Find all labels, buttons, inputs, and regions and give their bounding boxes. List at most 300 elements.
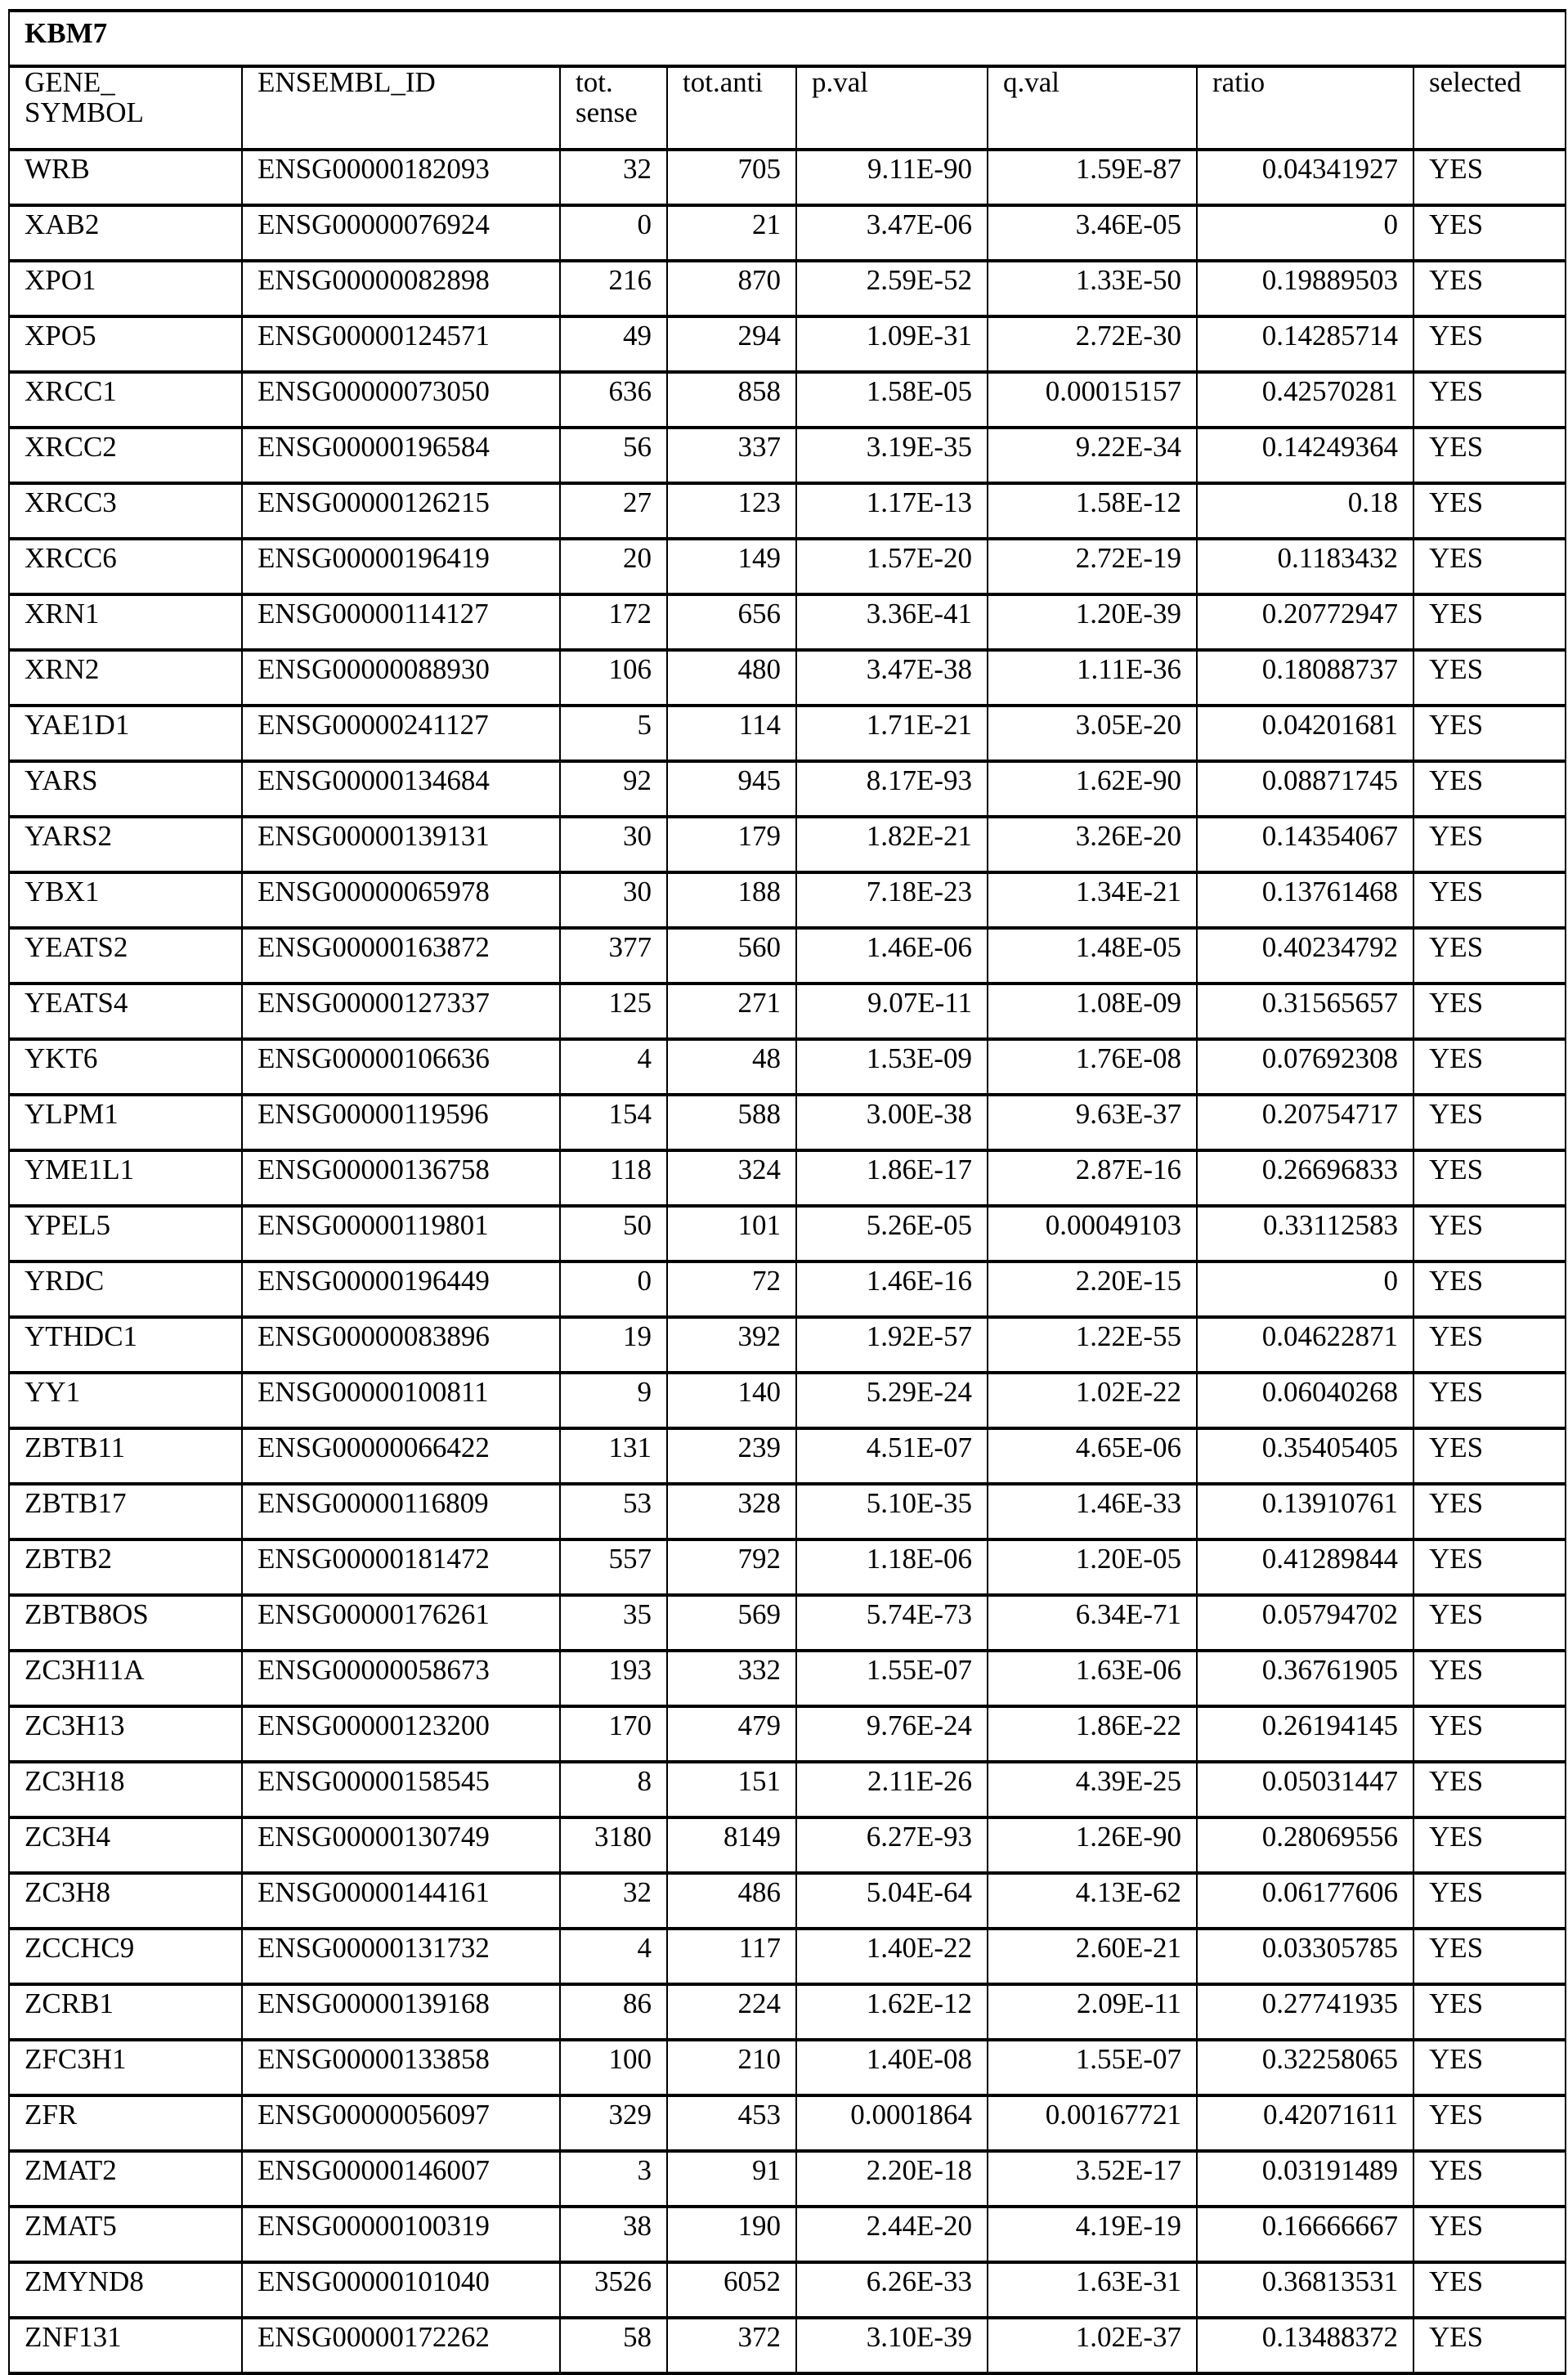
gene-symbol-cell: YARS2 bbox=[9, 817, 242, 872]
tot-anti-cell: 870 bbox=[667, 261, 796, 316]
selected-cell: YES bbox=[1413, 1150, 1566, 1206]
tot-sense-cell: 636 bbox=[560, 372, 667, 428]
gene-symbol-cell: XRN2 bbox=[9, 650, 242, 706]
q-val-cell: 1.62E-90 bbox=[988, 761, 1197, 817]
ratio-cell: 0.18088737 bbox=[1197, 650, 1413, 706]
ensembl-id-cell: ENSG00000056097 bbox=[242, 2095, 560, 2151]
ensembl-id-cell: ENSG00000116809 bbox=[242, 1484, 560, 1539]
tot-sense-cell: 0 bbox=[560, 205, 667, 261]
selected-cell: YES bbox=[1413, 2207, 1566, 2262]
tot-sense-cell: 3526 bbox=[560, 2262, 667, 2318]
ratio-cell: 0 bbox=[1197, 1261, 1413, 1317]
ensembl-id-cell: ENSG00000131732 bbox=[242, 1929, 560, 1984]
ensembl-id-cell: ENSG00000130749 bbox=[242, 1817, 560, 1873]
p-val-cell: 2.59E-52 bbox=[796, 261, 988, 316]
tot-sense-cell: 19 bbox=[560, 1317, 667, 1373]
tot-sense-cell: 5 bbox=[560, 706, 667, 761]
ensembl-id-cell: ENSG00000241127 bbox=[242, 706, 560, 761]
p-val-cell: 2.44E-20 bbox=[796, 2207, 988, 2262]
selected-cell: YES bbox=[1413, 428, 1566, 483]
ratio-cell: 0.16666667 bbox=[1197, 2207, 1413, 2262]
tot-sense-cell: 9 bbox=[560, 1373, 667, 1428]
p-val-cell: 2.20E-18 bbox=[796, 2151, 988, 2207]
col-header-tot-sense bbox=[560, 66, 667, 150]
ratio-cell: 0.13488372 bbox=[1197, 2318, 1413, 2373]
col-header-gene-symbol-line2: SYMBOL bbox=[25, 96, 144, 128]
tot-anti-cell: 945 bbox=[667, 761, 796, 817]
tot-anti-cell: 858 bbox=[667, 372, 796, 428]
table-row bbox=[9, 2095, 1566, 2151]
col-header-gene-symbol-line1: GENE_ bbox=[25, 66, 115, 98]
tot-sense-cell: 56 bbox=[560, 428, 667, 483]
ensembl-id-cell: ENSG00000176261 bbox=[242, 1595, 560, 1651]
tot-anti-cell: 337 bbox=[667, 428, 796, 483]
tot-sense-cell: 154 bbox=[560, 1095, 667, 1150]
tot-sense-cell: 100 bbox=[560, 2040, 667, 2095]
ratio-cell: 0.26194145 bbox=[1197, 1706, 1413, 1762]
selected-cell: YES bbox=[1413, 316, 1566, 372]
q-val-cell: 1.48E-05 bbox=[988, 928, 1197, 984]
tot-anti-cell: 392 bbox=[667, 1317, 796, 1373]
table-row bbox=[9, 1762, 1566, 1817]
tot-sense-cell: 32 bbox=[560, 150, 667, 205]
selected-cell: YES bbox=[1413, 483, 1566, 539]
tot-anti-cell: 179 bbox=[667, 817, 796, 872]
p-val-cell: 1.46E-06 bbox=[796, 928, 988, 984]
p-val-cell: 5.74E-73 bbox=[796, 1595, 988, 1651]
table-row bbox=[9, 1261, 1566, 1317]
tot-sense-cell: 131 bbox=[560, 1428, 667, 1484]
table-row bbox=[9, 150, 1566, 205]
gene-symbol-cell: ZC3H18 bbox=[9, 1762, 242, 1817]
q-val-cell: 3.05E-20 bbox=[988, 706, 1197, 761]
p-val-cell: 1.40E-08 bbox=[796, 2040, 988, 2095]
tot-anti-cell: 294 bbox=[667, 316, 796, 372]
selected-cell: YES bbox=[1413, 1317, 1566, 1373]
q-val-cell: 1.22E-55 bbox=[988, 1317, 1197, 1373]
selected-cell: YES bbox=[1413, 2095, 1566, 2151]
p-val-cell: 0.0001864 bbox=[796, 2095, 988, 2151]
ensembl-id-cell: ENSG00000073050 bbox=[242, 372, 560, 428]
gene-symbol-cell: YTHDC1 bbox=[9, 1317, 242, 1373]
table-row bbox=[9, 2318, 1566, 2373]
ensembl-id-cell: ENSG00000100319 bbox=[242, 2207, 560, 2262]
table-row bbox=[9, 1595, 1566, 1651]
selected-cell: YES bbox=[1413, 1539, 1566, 1595]
gene-symbol-cell: YKT6 bbox=[9, 1039, 242, 1095]
selected-cell: YES bbox=[1413, 1817, 1566, 1873]
ensembl-id-cell: ENSG00000196449 bbox=[242, 1261, 560, 1317]
table-row bbox=[9, 2040, 1566, 2095]
gene-symbol-cell: ZC3H4 bbox=[9, 1817, 242, 1873]
p-val-cell: 3.19E-35 bbox=[796, 428, 988, 483]
table-row bbox=[9, 1039, 1566, 1095]
selected-cell: YES bbox=[1413, 817, 1566, 872]
selected-cell: YES bbox=[1413, 539, 1566, 594]
tot-anti-cell: 149 bbox=[667, 539, 796, 594]
tot-anti-cell: 656 bbox=[667, 594, 796, 650]
table-row bbox=[9, 1095, 1566, 1150]
selected-cell: YES bbox=[1413, 372, 1566, 428]
p-val-cell: 6.26E-33 bbox=[796, 2262, 988, 2318]
ratio-cell: 0.13910761 bbox=[1197, 1484, 1413, 1539]
gene-symbol-cell: XPO5 bbox=[9, 316, 242, 372]
tot-sense-cell: 86 bbox=[560, 1984, 667, 2040]
selected-cell: YES bbox=[1413, 1706, 1566, 1762]
p-val-cell: 3.10E-39 bbox=[796, 2318, 988, 2373]
tot-anti-cell: 188 bbox=[667, 872, 796, 928]
selected-cell: YES bbox=[1413, 1261, 1566, 1317]
ensembl-id-cell: ENSG00000181472 bbox=[242, 1539, 560, 1595]
tot-anti-cell: 328 bbox=[667, 1484, 796, 1539]
selected-cell: YES bbox=[1413, 650, 1566, 706]
tot-anti-cell: 8149 bbox=[667, 1817, 796, 1873]
q-val-cell: 1.02E-37 bbox=[988, 2318, 1197, 2373]
ensembl-id-cell: ENSG00000172262 bbox=[242, 2318, 560, 2373]
tot-sense-cell: 30 bbox=[560, 872, 667, 928]
q-val-cell: 1.63E-31 bbox=[988, 2262, 1197, 2318]
table-row bbox=[9, 761, 1566, 817]
selected-cell: YES bbox=[1413, 928, 1566, 984]
selected-cell: YES bbox=[1413, 1595, 1566, 1651]
table-row bbox=[9, 650, 1566, 706]
ensembl-id-cell: ENSG00000196419 bbox=[242, 539, 560, 594]
gene-symbol-cell: XRCC1 bbox=[9, 372, 242, 428]
selected-cell: YES bbox=[1413, 2151, 1566, 2207]
gene-symbol-cell: XAB2 bbox=[9, 205, 242, 261]
p-val-cell: 1.53E-09 bbox=[796, 1039, 988, 1095]
gene-symbol-cell: ZMAT5 bbox=[9, 2207, 242, 2262]
ratio-cell: 0.27741935 bbox=[1197, 1984, 1413, 2040]
tot-anti-cell: 151 bbox=[667, 1762, 796, 1817]
tot-sense-cell: 32 bbox=[560, 1873, 667, 1929]
selected-cell: YES bbox=[1413, 706, 1566, 761]
selected-cell: YES bbox=[1413, 1484, 1566, 1539]
tot-anti-cell: 210 bbox=[667, 2040, 796, 2095]
table-row bbox=[9, 1484, 1566, 1539]
table-row bbox=[9, 1929, 1566, 1984]
table-row bbox=[9, 539, 1566, 594]
gene-symbol-cell: YARS bbox=[9, 761, 242, 817]
tot-sense-cell: 27 bbox=[560, 483, 667, 539]
tot-anti-cell: 479 bbox=[667, 1706, 796, 1762]
q-val-cell: 1.33E-50 bbox=[988, 261, 1197, 316]
ratio-cell: 0.07692308 bbox=[1197, 1039, 1413, 1095]
tot-sense-cell: 92 bbox=[560, 761, 667, 817]
ratio-cell: 0.19889503 bbox=[1197, 261, 1413, 316]
gene-symbol-cell: XPO1 bbox=[9, 261, 242, 316]
ratio-cell: 0.14285714 bbox=[1197, 316, 1413, 372]
q-val-cell: 3.46E-05 bbox=[988, 205, 1197, 261]
q-val-cell: 2.72E-19 bbox=[988, 539, 1197, 594]
selected-cell: YES bbox=[1413, 150, 1566, 205]
ratio-cell: 0.05031447 bbox=[1197, 1762, 1413, 1817]
tot-anti-cell: 324 bbox=[667, 1150, 796, 1206]
tot-anti-cell: 21 bbox=[667, 205, 796, 261]
gene-symbol-cell: ZBTB2 bbox=[9, 1539, 242, 1595]
col-header-tot-sense-line1: tot. bbox=[576, 66, 613, 98]
table-row bbox=[9, 261, 1566, 316]
tot-anti-cell: 705 bbox=[667, 150, 796, 205]
selected-cell: YES bbox=[1413, 205, 1566, 261]
selected-cell: YES bbox=[1413, 261, 1566, 316]
q-val-cell: 1.63E-06 bbox=[988, 1651, 1197, 1706]
q-val-cell: 2.72E-30 bbox=[988, 316, 1197, 372]
ratio-cell: 0.36813531 bbox=[1197, 2262, 1413, 2318]
tot-sense-cell: 216 bbox=[560, 261, 667, 316]
p-val-cell: 5.10E-35 bbox=[796, 1484, 988, 1539]
p-val-cell: 1.17E-13 bbox=[796, 483, 988, 539]
p-val-cell: 3.36E-41 bbox=[796, 594, 988, 650]
table-row bbox=[9, 483, 1566, 539]
selected-cell: YES bbox=[1413, 1873, 1566, 1929]
gene-symbol-cell: XRCC3 bbox=[9, 483, 242, 539]
gene-symbol-cell: XRN1 bbox=[9, 594, 242, 650]
ensembl-id-cell: ENSG00000182093 bbox=[242, 150, 560, 205]
tot-sense-cell: 125 bbox=[560, 984, 667, 1039]
tot-anti-cell: 239 bbox=[667, 1428, 796, 1484]
q-val-cell: 1.34E-21 bbox=[988, 872, 1197, 928]
ensembl-id-cell: ENSG00000144161 bbox=[242, 1873, 560, 1929]
q-val-cell: 1.20E-39 bbox=[988, 594, 1197, 650]
gene-symbol-cell: ZFC3H1 bbox=[9, 2040, 242, 2095]
ratio-cell: 0.06040268 bbox=[1197, 1373, 1413, 1428]
ensembl-id-cell: ENSG00000146007 bbox=[242, 2151, 560, 2207]
tot-sense-cell: 53 bbox=[560, 1484, 667, 1539]
ratio-cell: 0.13761468 bbox=[1197, 872, 1413, 928]
ratio-cell: 0.04622871 bbox=[1197, 1317, 1413, 1373]
table-row bbox=[9, 1539, 1566, 1595]
ratio-cell: 0.08871745 bbox=[1197, 761, 1413, 817]
tot-sense-cell: 4 bbox=[560, 1929, 667, 1984]
ratio-cell: 0.03191489 bbox=[1197, 2151, 1413, 2207]
ensembl-id-cell: ENSG00000196584 bbox=[242, 428, 560, 483]
table-row bbox=[9, 372, 1566, 428]
p-val-cell: 6.27E-93 bbox=[796, 1817, 988, 1873]
q-val-cell: 2.20E-15 bbox=[988, 1261, 1197, 1317]
selected-cell: YES bbox=[1413, 2318, 1566, 2373]
tot-sense-cell: 172 bbox=[560, 594, 667, 650]
ratio-cell: 0.20754717 bbox=[1197, 1095, 1413, 1150]
p-val-cell: 1.82E-21 bbox=[796, 817, 988, 872]
p-val-cell: 9.07E-11 bbox=[796, 984, 988, 1039]
ensembl-id-cell: ENSG00000127337 bbox=[242, 984, 560, 1039]
gene-symbol-cell: WRB bbox=[9, 150, 242, 205]
p-val-cell: 4.51E-07 bbox=[796, 1428, 988, 1484]
tot-anti-cell: 101 bbox=[667, 1206, 796, 1261]
table-row bbox=[9, 316, 1566, 372]
ensembl-id-cell: ENSG00000134684 bbox=[242, 761, 560, 817]
table-row bbox=[9, 1150, 1566, 1206]
p-val-cell: 5.26E-05 bbox=[796, 1206, 988, 1261]
selected-cell: YES bbox=[1413, 1095, 1566, 1150]
q-val-cell: 0.00049103 bbox=[988, 1206, 1197, 1261]
tot-anti-cell: 114 bbox=[667, 706, 796, 761]
table-row bbox=[9, 205, 1566, 261]
col-header-gene-symbol bbox=[9, 66, 242, 150]
q-val-cell: 1.11E-36 bbox=[988, 650, 1197, 706]
p-val-cell: 3.47E-38 bbox=[796, 650, 988, 706]
q-val-cell: 2.60E-21 bbox=[988, 1929, 1197, 1984]
ensembl-id-cell: ENSG00000088930 bbox=[242, 650, 560, 706]
table-row bbox=[9, 2207, 1566, 2262]
col-header-tot-anti: tot.anti bbox=[667, 66, 796, 150]
p-val-cell: 1.92E-57 bbox=[796, 1317, 988, 1373]
q-val-cell: 1.86E-22 bbox=[988, 1706, 1197, 1762]
tot-anti-cell: 271 bbox=[667, 984, 796, 1039]
table-row bbox=[9, 872, 1566, 928]
header-row bbox=[9, 66, 1566, 150]
q-val-cell: 1.46E-33 bbox=[988, 1484, 1197, 1539]
gene-symbol-cell: ZFR bbox=[9, 2095, 242, 2151]
gene-symbol-cell: YEATS2 bbox=[9, 928, 242, 984]
tot-anti-cell: 560 bbox=[667, 928, 796, 984]
ensembl-id-cell: ENSG00000158545 bbox=[242, 1762, 560, 1817]
tot-anti-cell: 569 bbox=[667, 1595, 796, 1651]
q-val-cell: 1.55E-07 bbox=[988, 2040, 1197, 2095]
ratio-cell: 0.32258065 bbox=[1197, 2040, 1413, 2095]
ratio-cell: 0.1183432 bbox=[1197, 539, 1413, 594]
ensembl-id-cell: ENSG00000139168 bbox=[242, 1984, 560, 2040]
tot-anti-cell: 91 bbox=[667, 2151, 796, 2207]
ratio-cell: 0.36761905 bbox=[1197, 1651, 1413, 1706]
tot-anti-cell: 588 bbox=[667, 1095, 796, 1150]
ratio-cell: 0.20772947 bbox=[1197, 594, 1413, 650]
q-val-cell: 1.08E-09 bbox=[988, 984, 1197, 1039]
table-title: KBM7 bbox=[9, 11, 1566, 66]
table-row bbox=[9, 1428, 1566, 1484]
p-val-cell: 1.55E-07 bbox=[796, 1651, 988, 1706]
tot-sense-cell: 20 bbox=[560, 539, 667, 594]
table-row bbox=[9, 1873, 1566, 1929]
selected-cell: YES bbox=[1413, 1039, 1566, 1095]
table-row bbox=[9, 2151, 1566, 2207]
p-val-cell: 3.00E-38 bbox=[796, 1095, 988, 1150]
tot-anti-cell: 332 bbox=[667, 1651, 796, 1706]
kbm7-gene-table bbox=[8, 9, 1566, 2375]
ensembl-id-cell: ENSG00000101040 bbox=[242, 2262, 560, 2318]
table-body bbox=[9, 150, 1566, 2373]
table-row bbox=[9, 984, 1566, 1039]
ensembl-id-cell: ENSG00000114127 bbox=[242, 594, 560, 650]
table-row bbox=[9, 817, 1566, 872]
ensembl-id-cell: ENSG00000139131 bbox=[242, 817, 560, 872]
q-val-cell: 2.09E-11 bbox=[988, 1984, 1197, 2040]
gene-symbol-cell: ZMYND8 bbox=[9, 2262, 242, 2318]
tot-sense-cell: 50 bbox=[560, 1206, 667, 1261]
selected-cell: YES bbox=[1413, 1651, 1566, 1706]
tot-anti-cell: 480 bbox=[667, 650, 796, 706]
col-header-ensembl-id: ENSEMBL_ID bbox=[242, 66, 560, 150]
ensembl-id-cell: ENSG00000058673 bbox=[242, 1651, 560, 1706]
selected-cell: YES bbox=[1413, 2262, 1566, 2318]
ratio-cell: 0.31565657 bbox=[1197, 984, 1413, 1039]
gene-symbol-cell: ZNF131 bbox=[9, 2318, 242, 2373]
p-val-cell: 5.29E-24 bbox=[796, 1373, 988, 1428]
tot-sense-cell: 49 bbox=[560, 316, 667, 372]
gene-symbol-cell: XRCC6 bbox=[9, 539, 242, 594]
ratio-cell: 0.18 bbox=[1197, 483, 1413, 539]
p-val-cell: 1.71E-21 bbox=[796, 706, 988, 761]
ratio-cell: 0.26696833 bbox=[1197, 1150, 1413, 1206]
p-val-cell: 1.58E-05 bbox=[796, 372, 988, 428]
table-row bbox=[9, 2262, 1566, 2318]
q-val-cell: 3.26E-20 bbox=[988, 817, 1197, 872]
ensembl-id-cell: ENSG00000082898 bbox=[242, 261, 560, 316]
tot-sense-cell: 118 bbox=[560, 1150, 667, 1206]
ensembl-id-cell: ENSG00000136758 bbox=[242, 1150, 560, 1206]
selected-cell: YES bbox=[1413, 1929, 1566, 1984]
q-val-cell: 4.39E-25 bbox=[988, 1762, 1197, 1817]
tot-sense-cell: 3180 bbox=[560, 1817, 667, 1873]
selected-cell: YES bbox=[1413, 1762, 1566, 1817]
tot-sense-cell: 193 bbox=[560, 1651, 667, 1706]
ratio-cell: 0 bbox=[1197, 205, 1413, 261]
q-val-cell: 0.00167721 bbox=[988, 2095, 1197, 2151]
table-row bbox=[9, 1984, 1566, 2040]
selected-cell: YES bbox=[1413, 1984, 1566, 2040]
table-row bbox=[9, 1651, 1566, 1706]
selected-cell: YES bbox=[1413, 2040, 1566, 2095]
ratio-cell: 0.33112583 bbox=[1197, 1206, 1413, 1261]
q-val-cell: 4.19E-19 bbox=[988, 2207, 1197, 2262]
q-val-cell: 1.02E-22 bbox=[988, 1373, 1197, 1428]
ratio-cell: 0.04341927 bbox=[1197, 150, 1413, 205]
ensembl-id-cell: ENSG00000126215 bbox=[242, 483, 560, 539]
selected-cell: YES bbox=[1413, 1428, 1566, 1484]
tot-anti-cell: 190 bbox=[667, 2207, 796, 2262]
p-val-cell: 5.04E-64 bbox=[796, 1873, 988, 1929]
q-val-cell: 2.87E-16 bbox=[988, 1150, 1197, 1206]
ratio-cell: 0.28069556 bbox=[1197, 1817, 1413, 1873]
q-val-cell: 1.58E-12 bbox=[988, 483, 1197, 539]
ratio-cell: 0.40234792 bbox=[1197, 928, 1413, 984]
gene-symbol-cell: YRDC bbox=[9, 1261, 242, 1317]
q-val-cell: 9.63E-37 bbox=[988, 1095, 1197, 1150]
tot-sense-cell: 377 bbox=[560, 928, 667, 984]
table-row bbox=[9, 928, 1566, 984]
tot-anti-cell: 6052 bbox=[667, 2262, 796, 2318]
q-val-cell: 0.00015157 bbox=[988, 372, 1197, 428]
q-val-cell: 4.65E-06 bbox=[988, 1428, 1197, 1484]
gene-symbol-cell: YBX1 bbox=[9, 872, 242, 928]
tot-anti-cell: 372 bbox=[667, 2318, 796, 2373]
col-header-ratio: ratio bbox=[1197, 66, 1413, 150]
p-val-cell: 1.18E-06 bbox=[796, 1539, 988, 1595]
ratio-cell: 0.14249364 bbox=[1197, 428, 1413, 483]
table-row bbox=[9, 594, 1566, 650]
col-header-selected: selected bbox=[1413, 66, 1566, 150]
selected-cell: YES bbox=[1413, 1373, 1566, 1428]
tot-anti-cell: 48 bbox=[667, 1039, 796, 1095]
q-val-cell: 4.13E-62 bbox=[988, 1873, 1197, 1929]
ensembl-id-cell: ENSG00000066422 bbox=[242, 1428, 560, 1484]
gene-symbol-cell: YLPM1 bbox=[9, 1095, 242, 1150]
ratio-cell: 0.35405405 bbox=[1197, 1428, 1413, 1484]
selected-cell: YES bbox=[1413, 594, 1566, 650]
tot-sense-cell: 3 bbox=[560, 2151, 667, 2207]
tot-anti-cell: 72 bbox=[667, 1261, 796, 1317]
ensembl-id-cell: ENSG00000100811 bbox=[242, 1373, 560, 1428]
tot-sense-cell: 106 bbox=[560, 650, 667, 706]
p-val-cell: 9.76E-24 bbox=[796, 1706, 988, 1762]
tot-anti-cell: 123 bbox=[667, 483, 796, 539]
ensembl-id-cell: ENSG00000106636 bbox=[242, 1039, 560, 1095]
q-val-cell: 9.22E-34 bbox=[988, 428, 1197, 483]
ratio-cell: 0.41289844 bbox=[1197, 1539, 1413, 1595]
p-val-cell: 7.18E-23 bbox=[796, 872, 988, 928]
p-val-cell: 9.11E-90 bbox=[796, 150, 988, 205]
